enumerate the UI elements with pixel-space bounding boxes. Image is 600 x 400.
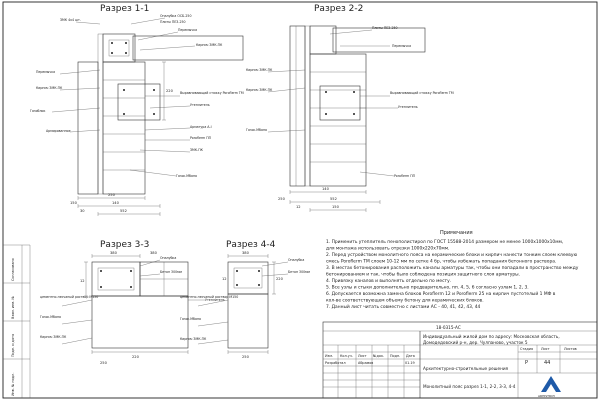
strip-label-sign-date: Подп. и дата (11, 333, 15, 357)
s11-label-12: ЗМК-ПК (190, 148, 203, 152)
s11-label-8: Утеплитель (190, 103, 210, 107)
s22-dim-0: 140 (322, 187, 329, 191)
s11-dim-5: 220 (166, 89, 173, 93)
note-line-4: 3. В местах бетонирования расположить каналы арматуры так, чтобы они попадали в пространство между (326, 266, 579, 271)
stamp-col-list: Лист (358, 354, 367, 358)
section-3-3 (40, 240, 225, 365)
s22-dim-1: 552 (330, 197, 337, 201)
s11-label-9: Газоблок (30, 109, 46, 113)
stamp-stage: Р (525, 360, 529, 366)
s33-label-3: Газос.Мбапа (40, 315, 62, 319)
stamp-name: Абрамов (358, 361, 374, 365)
s11-dim-2: 552 (120, 209, 127, 213)
stamp-col-ndoc: №док. (373, 354, 385, 358)
gas-block-wall (103, 62, 145, 194)
s11-label-6: Кирпич ЗМК-ПК (36, 86, 63, 90)
s33-dim-0: 380 (110, 251, 117, 255)
note-line-2: 2. Перед устройством монолитного пояса на керамические блоки и кирпич нанести тонким слоем клеевую (326, 253, 578, 258)
s11-label-11: Poroflerm ПП (190, 136, 212, 140)
stamp-date: 01.19 (405, 361, 415, 365)
s22-label-5: Утеплитель (398, 105, 418, 109)
s22-label-7: Poroflerm ПП (394, 174, 416, 178)
s33-dim-3: 12 (80, 279, 85, 283)
s44-label-2: цементно-песчаный раствор М150 (180, 295, 239, 299)
stamp-sheets-label: Листов (564, 347, 577, 351)
note-line-5: бетонированием и так, чтобы было соблюдена позиция защитного слоя арматуры. (326, 272, 521, 278)
section-1-1 (30, 4, 244, 216)
stamp-object-line2: Домодедовский р-н, дер. Чулпаново, участок 5 (423, 340, 528, 345)
insulation-layer (98, 34, 103, 194)
s22-label-3: Кирпич ЗМК-ПК (246, 88, 273, 92)
s44-dim-2: 220 (276, 277, 283, 281)
note-line-7: 5. Все узлы и стыки дополнительно предварительно, пп. 4, 5, 6 согласно узлам 1, 2, 3. (326, 285, 529, 291)
stamp-section: Архитектурно-строительные решения (423, 366, 509, 371)
notes-block (326, 230, 579, 310)
title-block (323, 322, 597, 398)
s33-label-4: Кирпич ЗМК-ПК (40, 335, 67, 339)
note-line-10: 7. Данный лист читать совместно с листами АС - 40, 41, 42, 43, 44 (326, 305, 481, 310)
s11-label-10: Арматура А-I (190, 125, 212, 129)
stamp-col-podp: Подп. (390, 354, 401, 358)
s44-dim-3: 12 (222, 277, 227, 281)
s33-label-2: цементно-песчаный раствор М150 (40, 295, 99, 299)
section-1-1-title: Разрез 1-1 (100, 4, 150, 14)
s22-floor-slab (333, 28, 425, 52)
s11-label-4: Кирпич ЗМК-ПК (196, 43, 223, 47)
s22-label-0: Плиты ПЕЗ-250 (372, 26, 398, 30)
s11-label-2: ЗМК 4х4 шт. (60, 18, 81, 22)
note-line-9: кол-ве соответствующем объему бетону для керамических блоков. (326, 298, 484, 304)
s33-dim-4: 250 (100, 361, 107, 365)
s11-label-13: Армированное (46, 129, 71, 133)
stamp-code: 18-0315-АС (436, 325, 461, 330)
stamp-stage-label: Стадия (520, 347, 534, 351)
s44-label-4: Кирпич ЗМК-ПК (180, 337, 207, 341)
s33-dim-2: 380 (150, 251, 157, 255)
s11-label-0: Опалубка ОСБ-250 (160, 14, 192, 18)
note-line-1: для монтажа использовать отрезки 1000х220х70мм. (326, 246, 450, 252)
s22-dim-2: 150 (332, 205, 339, 209)
s22-label-6: Газос.Мбапа (246, 128, 268, 132)
stamp-sheet-title: Монолитный пояс разрез 1-1, 2-2, 3-3, 4-4 (423, 384, 516, 389)
s33-concrete-belt (92, 262, 140, 296)
s11-dim-3: 150 (70, 201, 77, 205)
brick-wall (78, 62, 98, 194)
s44-label-0: Опалубка (288, 258, 305, 262)
s22-insulation (305, 26, 310, 186)
concrete-belt (103, 34, 135, 62)
s11-label-7: Выравнивающий стяжку Poroflerm TM (180, 91, 244, 95)
s11-dim-1: 140 (112, 201, 119, 205)
logo-text: ARHISTROY (538, 394, 556, 398)
note-line-0: 1. Применить утеплитель пенополистирол по ГОСТ 15588-2014 размером не менее 1000х1000х10мм, (326, 240, 564, 245)
s22-brick-wall (290, 26, 305, 186)
s11-label-1: Плиты ПЕЗ-250 (160, 20, 186, 24)
s22-label-1: Перемычка (392, 44, 412, 48)
strip-label-replace-inv: Взам. инв. № (11, 295, 15, 319)
note-line-6: 4. Привязку каналов и выполнять отдельно по месту. (326, 279, 452, 284)
section-4-4 (180, 240, 311, 359)
stamp-sheet-label: Лист (541, 347, 550, 351)
s11-label-3: Перемычка (178, 28, 198, 32)
stamp-col-date: Дата (406, 354, 415, 358)
floor-slab (133, 36, 243, 60)
s33-brick-wall (92, 296, 188, 348)
stamp-col-izm: Изм. (325, 354, 333, 358)
company-logo (538, 376, 561, 398)
stamp-role: Разработал (325, 361, 346, 365)
notes-heading: Примечания (440, 230, 473, 236)
strip-label-agreed: Согласовано (11, 258, 15, 281)
s44-brick-wall (228, 294, 268, 348)
section-2-2-title: Разрез 2-2 (314, 4, 364, 14)
s33-label-5: Утеплитель (205, 298, 225, 302)
s33-label-0: Опалубка (160, 256, 177, 260)
left-strip (3, 245, 30, 398)
s44-dim-1: 250 (242, 355, 249, 359)
s44-dim-0: 380 (242, 251, 249, 255)
s33-label-1: Бетон 300мм (160, 270, 182, 274)
stamp-sheet: 44 (544, 360, 551, 366)
section-3-3-title: Разрез 3-3 (100, 240, 150, 250)
s22-dim-4: 12 (296, 205, 301, 209)
s33-dim-1: 220 (132, 355, 139, 359)
strip-label-inv-orig: Инв. № подл. (11, 372, 15, 396)
s44-label-1: Бетон 300мм (288, 270, 310, 274)
s22-label-2: Кирпич ЗМК-ПК (246, 68, 273, 72)
s11-label-5: Перемычка (36, 70, 56, 74)
s44-label-3: Газос.Мбапа (180, 317, 202, 321)
note-line-8: 6. Допускается возможна замена блоков Poroflerm 12 и Poroflerm 25 на кирпич пустотелый 1 МФ в (326, 292, 556, 297)
stamp-col-koluch: Кол.уч. (340, 354, 353, 358)
s11-dim-0: 250 (108, 193, 115, 197)
s11-dim-4: 30 (80, 209, 85, 213)
s22-dim-3: 250 (278, 197, 285, 201)
section-2-2 (246, 4, 454, 212)
s22-label-4: Выравнивающий стяжку Poroflerm TM (390, 91, 454, 95)
s22-concrete-belt (310, 26, 336, 54)
s11-label-14: Газос.Мбапа (176, 174, 198, 178)
section-4-4-title: Разрез 4-4 (226, 240, 276, 250)
note-line-3: смесь Poroflerm TM слоем 10-12 мм по сетке 4 бр, чтобы избежать попадания бетонного раствора. (326, 259, 557, 265)
stamp-object-line1: Индивидуальный жилой дом по адресу: Московская область, (423, 334, 560, 339)
